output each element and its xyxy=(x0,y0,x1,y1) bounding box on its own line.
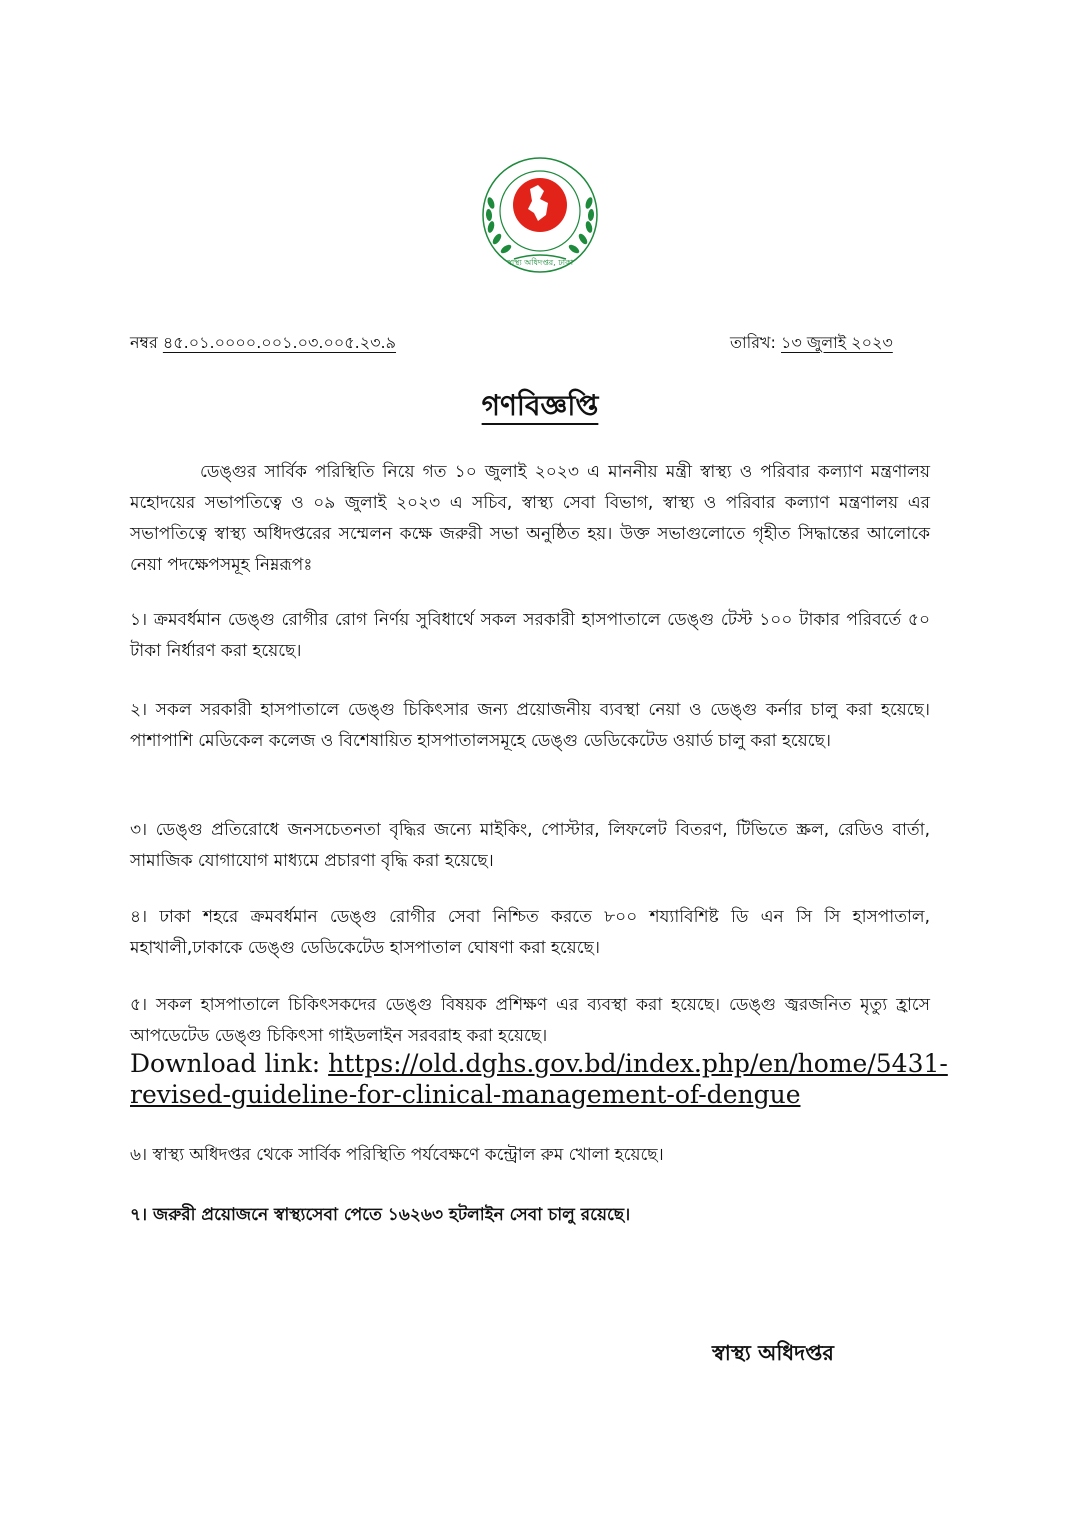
list-item-3: ৩। ডেঙ্গু প্রতিরোধে জনসচেতনতা বৃদ্ধির জন্যে মাইকিং, পোস্টার, লিফলেট বিতরণ, টিভিতে স্ক্রল, রেডিও বার্তা, সামাজিক যোগাযোগ মাধ্যমে প্রচারণা বৃদ্ধি করা হয়েছে। xyxy=(130,820,930,871)
reference-number xyxy=(130,330,396,357)
notice-title-text: গণবিজ্ঞপ্তি xyxy=(481,389,599,422)
dghs-emblem-icon xyxy=(474,155,606,275)
download-link-line xyxy=(130,1048,950,1110)
reference-value: ৪৫.০১.০০০০.০০১.০৩.০০৫.২৩.৯ xyxy=(162,333,397,352)
intro-paragraph: ডেঙ্গুর সার্বিক পরিস্থিতি নিয়ে গত ১০ জুলাই ২০২৩ এ মাননীয় মন্ত্রী স্বাস্থ্য ও পরিবার কল্যাণ মন্ত্রণালয় মহোদয়ের সভাপতিত্বে ও ০৯ জুলাই ২০২৩ এ সচিব, স্বাস্থ্য সেবা বিভাগ, স্বাস্থ্য ও পরিবার কল্যাণ মন্ত্রণালয় এর সভাপতিত্বে স্বাস্থ্য অধিদপ্তরের সম্মেলন কক্ষে জরুরী সভা অনুষ্ঠিত হয়। উক্ত সভাগুলোতে গৃহীত সিদ্ধান্তের আলোকে নেয়া পদক্ষেপসমূহ নিম্নরূপঃ xyxy=(130,462,930,575)
notice-title xyxy=(0,384,1080,431)
list-item-2: ২। সকল সরকারী হাসপাতালে ডেঙ্গু চিকিৎসার জন্য প্রয়োজনীয় ব্যবস্থা নেয়া ও ডেঙ্গু কর্নার চালু করা হয়েছে। পাশাপাশি মেডিকেল কলেজ ও বিশেষায়িত হাসপাতালসমূহে ডেঙ্গু ডেডিকেটেড ওয়ার্ড চালু করা হয়েছে। xyxy=(130,700,930,751)
signature: স্বাস্থ্য অধিদপ্তর xyxy=(712,1341,834,1365)
list-item-7: ৭। জরুরী প্রয়োজনে স্বাস্থ্যসেবা পেতে ১৬২৬৩ হটলাইন সেবা চালু রয়েছে। xyxy=(130,1205,631,1225)
date-label: তারিখ: xyxy=(730,333,776,352)
logo-caption: স্বাস্থ্য অধিদপ্তর, ঢাকা xyxy=(506,258,574,267)
reference-label: নম্বর xyxy=(130,333,158,352)
issue-date xyxy=(730,330,893,357)
download-link[interactable]: https://old.dghs.gov.bd/index.php/en/home/5431-revised-guideline-for-clinical-management-of-dengue xyxy=(130,1049,948,1109)
list-item-1: ১। ক্রমবর্ধমান ডেঙ্গু রোগীর রোগ নির্ণয় সুবিধার্থে সকল সরকারী হাসপাতালে ডেঙ্গু টেস্ট ১০০ টাকার পরিবর্তে ৫০ টাকা নির্ধারণ করা হয়েছে। xyxy=(130,610,930,661)
download-label: Download link: xyxy=(130,1049,321,1078)
list-item-6: ৬। স্বাস্থ্য অধিদপ্তর থেকে সার্বিক পরিস্থিতি পর্যবেক্ষণে কন্ট্রোল রুম খোলা হয়েছে। xyxy=(130,1145,664,1165)
list-item-4: ৪। ঢাকা শহরে ক্রমবর্ধমান ডেঙ্গু রোগীর সেবা নিশ্চিত করতে ৮০০ শয্যাবিশিষ্ট ডি এন সি সি হাসপাতাল, মহাখালী,ঢাকাকে ডেঙ্গু ডেডিকেটেড হাসপাতাল ঘোষণা করা হয়েছে। xyxy=(130,907,930,958)
date-value: ১৩ জুলাই ২০২৩ xyxy=(781,333,893,352)
list-item-5: ৫। সকল হাসপাতালে চিকিৎসকদের ডেঙ্গু বিষয়ক প্রশিক্ষণ এর ব্যবস্থা করা হয়েছে। ডেঙ্গু জ্বরজনিত মৃত্যু হ্রাসে আপডেটেড ডেঙ্গু চিকিৎসা গাইডলাইন সরবরাহ করা হয়েছে। xyxy=(130,995,930,1046)
